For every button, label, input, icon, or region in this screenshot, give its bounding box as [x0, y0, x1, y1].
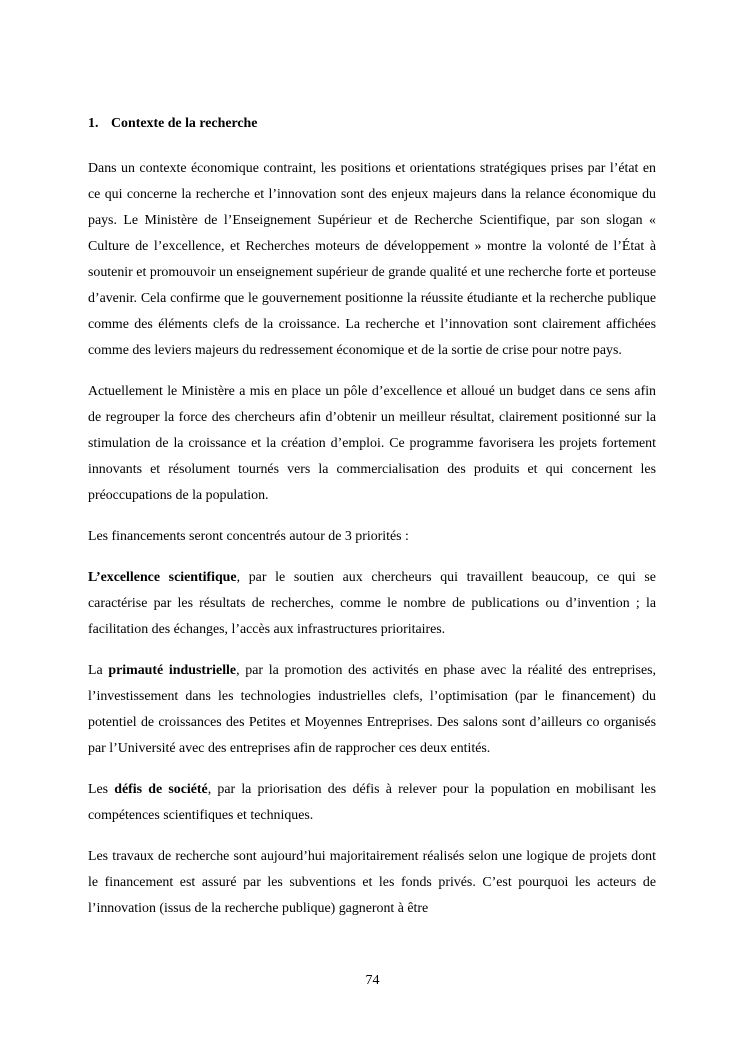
paragraph-research-projects: Les travaux de recherche sont aujourd’hui majoritairement réalisés selon une logique de projets dont le financement est assuré par les subventions et les fonds privés. C’est pourquoi les acteurs de l’innovation (issus de la recherche publique) gagneront à être [88, 849, 656, 916]
term-industrial-primacy: primauté industrielle [108, 663, 237, 678]
paragraph-priorities-intro: Les financements seront concentrés autour de 3 priorités : [88, 529, 409, 544]
page-number: 74 [365, 973, 380, 988]
paragraph-context: Dans un contexte économique contraint, les positions et orientations stratégiques prises par l’état en ce qui concerne la recherche et l’innovation sont des enjeux majeurs dans la relance économique du pays. Le Ministère de l’Enseignement Supérieur et de Recherche Scientifique, par son slogan « Culture de l’excellence, et Recherches moteurs de développement » montre la volonté de l’État à soutenir et promouvoir un enseignement supérieur de grande qualité et une recherche forte et porteuse d’avenir. Cela confirme que le gouvernement positionne la réussite étudiante et la recherche publique comme des éléments clefs de la croissance. La recherche et l’innovation sont clairement affichées comme des leviers majeurs du redressement économique et de la sortie de crise pour notre pays. [88, 161, 656, 358]
paragraph-industrial-primacy [88, 658, 656, 762]
paragraph-society-challenges [88, 777, 656, 829]
section-heading [88, 111, 656, 137]
document-page [88, 111, 656, 922]
paragraph-ministry: Actuellement le Ministère a mis en place un pôle d’excellence et alloué un budget dans ce sens afin de regrouper la force des chercheurs afin d’obtenir un meilleur résultat, clairement positionné sur la stimulation de la croissance et la création d’emploi. Ce programme favorisera les projets fortement innovants et résolument tournés vers la commercialisation des produits et qui concernent les préoccupations de la population. [88, 384, 656, 503]
term-scientific-excellence: L’excellence scientifique [88, 570, 237, 585]
paragraph-scientific-excellence [88, 565, 656, 643]
text-scientific-excellence: , par le soutien aux chercheurs qui travaillent beaucoup, ce qui se caractérise par les résultats de recherches, comme le nombre de publications ou d’invention ; la facilitation des échanges, l’accès aux infrastructures prioritaires. [88, 570, 656, 637]
section-number: 1. [88, 116, 99, 131]
lead-industrial-primacy: La [88, 663, 109, 678]
section-title: Contexte de la recherche [111, 116, 258, 131]
lead-society-challenges: Les [88, 782, 115, 797]
text-industrial-primacy: , par la promotion des activités en phase avec la réalité des entreprises, l’investissement dans les technologies industrielles clefs, l’optimisation (par le financement) du potentiel de croissances des Petites et Moyennes Entreprises. Des salons sont d’ailleurs co organisés par l’Université avec des entreprises afin de rapprocher ces deux entités. [88, 663, 656, 756]
term-society-challenges: défis de société [114, 782, 208, 797]
text-society-challenges: , par la priorisation des défis à relever pour la population en mobilisant les compétences scientifiques et techniques. [88, 782, 656, 823]
